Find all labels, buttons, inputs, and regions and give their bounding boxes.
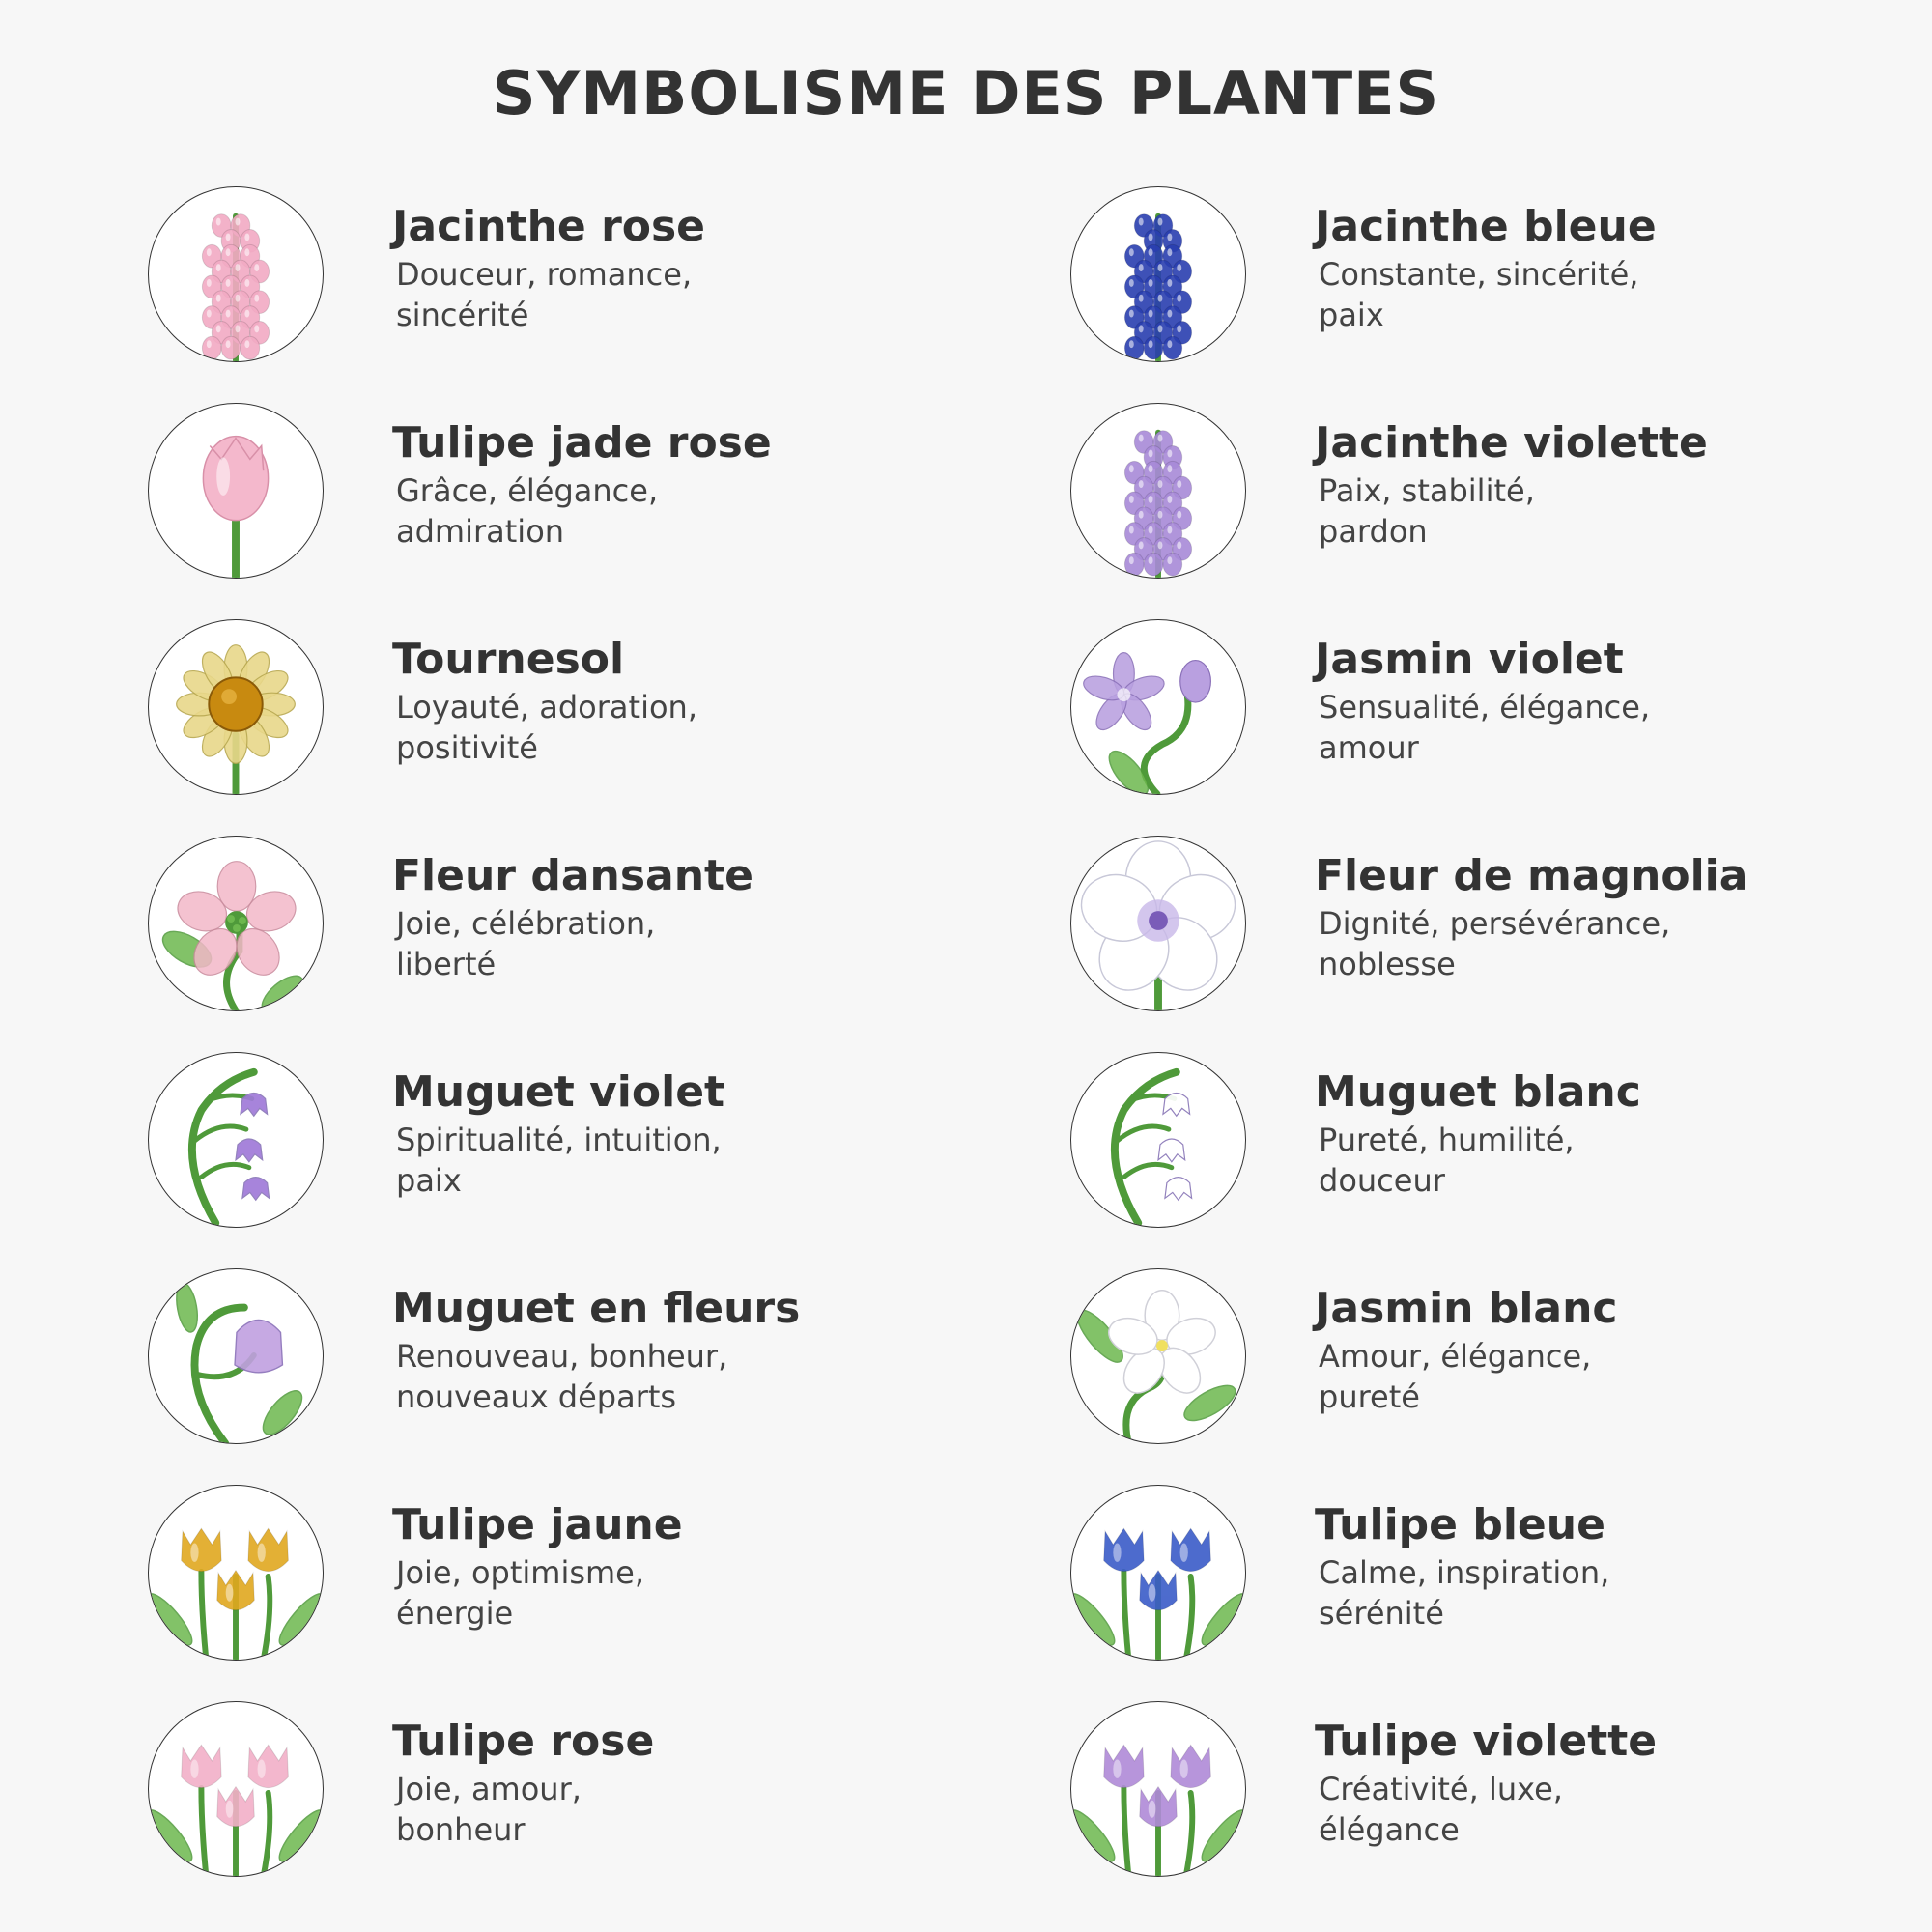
plant-item (148, 1052, 940, 1236)
plant-text (392, 1500, 933, 1634)
plant-meaning (1319, 1769, 1856, 1850)
plant-meaning (1319, 254, 1856, 335)
plant-name: Jasmin blanc (1315, 1284, 1618, 1333)
plant-meaning-line: douceur (1319, 1162, 1445, 1199)
plant-meaning (396, 1120, 933, 1201)
plant-meaning-line: liberté (396, 946, 497, 982)
plant-item (1070, 1052, 1862, 1236)
plant-item (1070, 186, 1862, 370)
yellow-tulip-icon (148, 1485, 324, 1661)
blue-hyacinth-icon (1070, 186, 1246, 362)
plant-name: Muguet blanc (1315, 1067, 1641, 1117)
plant-meaning (1319, 1120, 1856, 1201)
purple-tulip-icon (1070, 1701, 1246, 1877)
plant-name: Fleur de magnolia (1315, 851, 1748, 900)
plant-text (1315, 635, 1856, 768)
magnolia-icon (1070, 836, 1246, 1011)
plant-meaning-line: Amour, élégance, (1319, 1338, 1592, 1375)
plant-item (148, 1268, 940, 1452)
plant-meaning-line: Douceur, romance, (396, 256, 693, 293)
plant-name: Jacinthe bleue (1315, 202, 1657, 251)
plant-meaning-line: élégance (1319, 1811, 1460, 1848)
plant-text (392, 1067, 933, 1201)
plant-meaning-line: Loyauté, adoration, (396, 689, 697, 725)
blooming-lily-of-the-valley-icon (148, 1268, 324, 1444)
plant-name: Tournesol (392, 635, 625, 684)
plant-meaning (1319, 470, 1856, 552)
plant-name: Tulipe jaune (392, 1500, 683, 1549)
plant-item (1070, 403, 1862, 586)
plant-item (148, 403, 940, 586)
plant-text (1315, 418, 1856, 552)
plant-meaning-line: Sensualité, élégance, (1319, 689, 1651, 725)
plant-item (1070, 1485, 1862, 1668)
plant-meaning-line: Joie, amour, (396, 1771, 582, 1807)
plant-name: Jasmin violet (1315, 635, 1624, 684)
plant-item (148, 1701, 940, 1885)
plant-text (392, 418, 933, 552)
plant-text (392, 1284, 933, 1417)
plant-name: Jacinthe violette (1315, 418, 1708, 468)
plant-text (1315, 851, 1856, 984)
plant-meaning-line: amour (1319, 729, 1419, 766)
plant-meaning-line: nouveaux départs (396, 1378, 677, 1415)
plant-meaning-line: Renouveau, bonheur, (396, 1338, 728, 1375)
plant-name: Muguet violet (392, 1067, 725, 1117)
plant-name: Tulipe jade rose (392, 418, 772, 468)
plant-text (1315, 1500, 1856, 1634)
plant-item (148, 1485, 940, 1668)
plant-meaning-line: admiration (396, 513, 565, 550)
plant-meaning (1319, 903, 1856, 984)
plant-item (148, 186, 940, 370)
plant-meaning-line: Paix, stabilité, (1319, 472, 1535, 509)
plant-text (392, 202, 933, 335)
plant-meaning-line: sérénité (1319, 1595, 1444, 1632)
plant-meaning-line: Grâce, élégance, (396, 472, 659, 509)
plant-item (1070, 619, 1862, 803)
plant-name: Fleur dansante (392, 851, 753, 900)
plant-text (1315, 202, 1856, 335)
plant-meaning-line: pureté (1319, 1378, 1420, 1415)
plant-meaning-line: bonheur (396, 1811, 526, 1848)
plant-meaning-line: paix (1319, 297, 1384, 333)
plant-item (148, 836, 940, 1019)
plant-item (1070, 1268, 1862, 1452)
plant-meaning-line: pardon (1319, 513, 1428, 550)
plant-meaning-line: sincérité (396, 297, 529, 333)
plant-text (1315, 1284, 1856, 1417)
purple-jasmine-icon (1070, 619, 1246, 795)
plant-meaning-line: noblesse (1319, 946, 1456, 982)
purple-lily-of-the-valley-icon (148, 1052, 324, 1228)
blue-tulip-icon (1070, 1485, 1246, 1661)
pink-hyacinth-icon (148, 186, 324, 362)
plant-meaning (1319, 687, 1856, 768)
plant-meaning-line: Constante, sincérité, (1319, 256, 1639, 293)
plant-meaning-line: Pureté, humilité, (1319, 1122, 1575, 1158)
plant-meaning-line: Joie, célébration, (396, 905, 656, 942)
plant-name: Tulipe bleue (1315, 1500, 1605, 1549)
plant-meaning (396, 470, 933, 552)
plant-text (392, 851, 933, 984)
pink-tulip-icon (148, 1701, 324, 1877)
plant-meaning (1319, 1552, 1856, 1634)
plant-meaning-line: Joie, optimisme, (396, 1554, 645, 1591)
plant-meaning (396, 254, 933, 335)
white-jasmine-icon (1070, 1268, 1246, 1444)
plant-grid (148, 186, 1800, 1887)
dancing-flower-icon (148, 836, 324, 1011)
plant-text (392, 1717, 933, 1850)
plant-meaning (396, 903, 933, 984)
plant-text (1315, 1717, 1856, 1850)
plant-text (1315, 1067, 1856, 1201)
plant-meaning (396, 1552, 933, 1634)
plant-meaning-line: Calme, inspiration, (1319, 1554, 1610, 1591)
pink-jade-tulip-icon (148, 403, 324, 579)
plant-meaning (396, 687, 933, 768)
plant-meaning-line: Dignité, persévérance, (1319, 905, 1671, 942)
plant-item (1070, 1701, 1862, 1885)
plant-meaning (396, 1769, 933, 1850)
plant-meaning (396, 1336, 933, 1417)
plant-meaning-line: positivité (396, 729, 538, 766)
plant-meaning (1319, 1336, 1856, 1417)
white-lily-of-the-valley-icon (1070, 1052, 1246, 1228)
page-title: SYMBOLISME DES PLANTES (492, 58, 1440, 128)
plant-name: Tulipe violette (1315, 1717, 1658, 1766)
plant-meaning-line: Spiritualité, intuition, (396, 1122, 722, 1158)
plant-item (1070, 836, 1862, 1019)
plant-meaning-line: Créativité, luxe, (1319, 1771, 1563, 1807)
plant-meaning-line: paix (396, 1162, 462, 1199)
plant-name: Tulipe rose (392, 1717, 655, 1766)
sunflower-icon (148, 619, 324, 795)
plant-item (148, 619, 940, 803)
plant-text (392, 635, 933, 768)
plant-name: Jacinthe rose (392, 202, 706, 251)
plant-name: Muguet en fleurs (392, 1284, 801, 1333)
plant-meaning-line: énergie (396, 1595, 514, 1632)
purple-hyacinth-icon (1070, 403, 1246, 579)
